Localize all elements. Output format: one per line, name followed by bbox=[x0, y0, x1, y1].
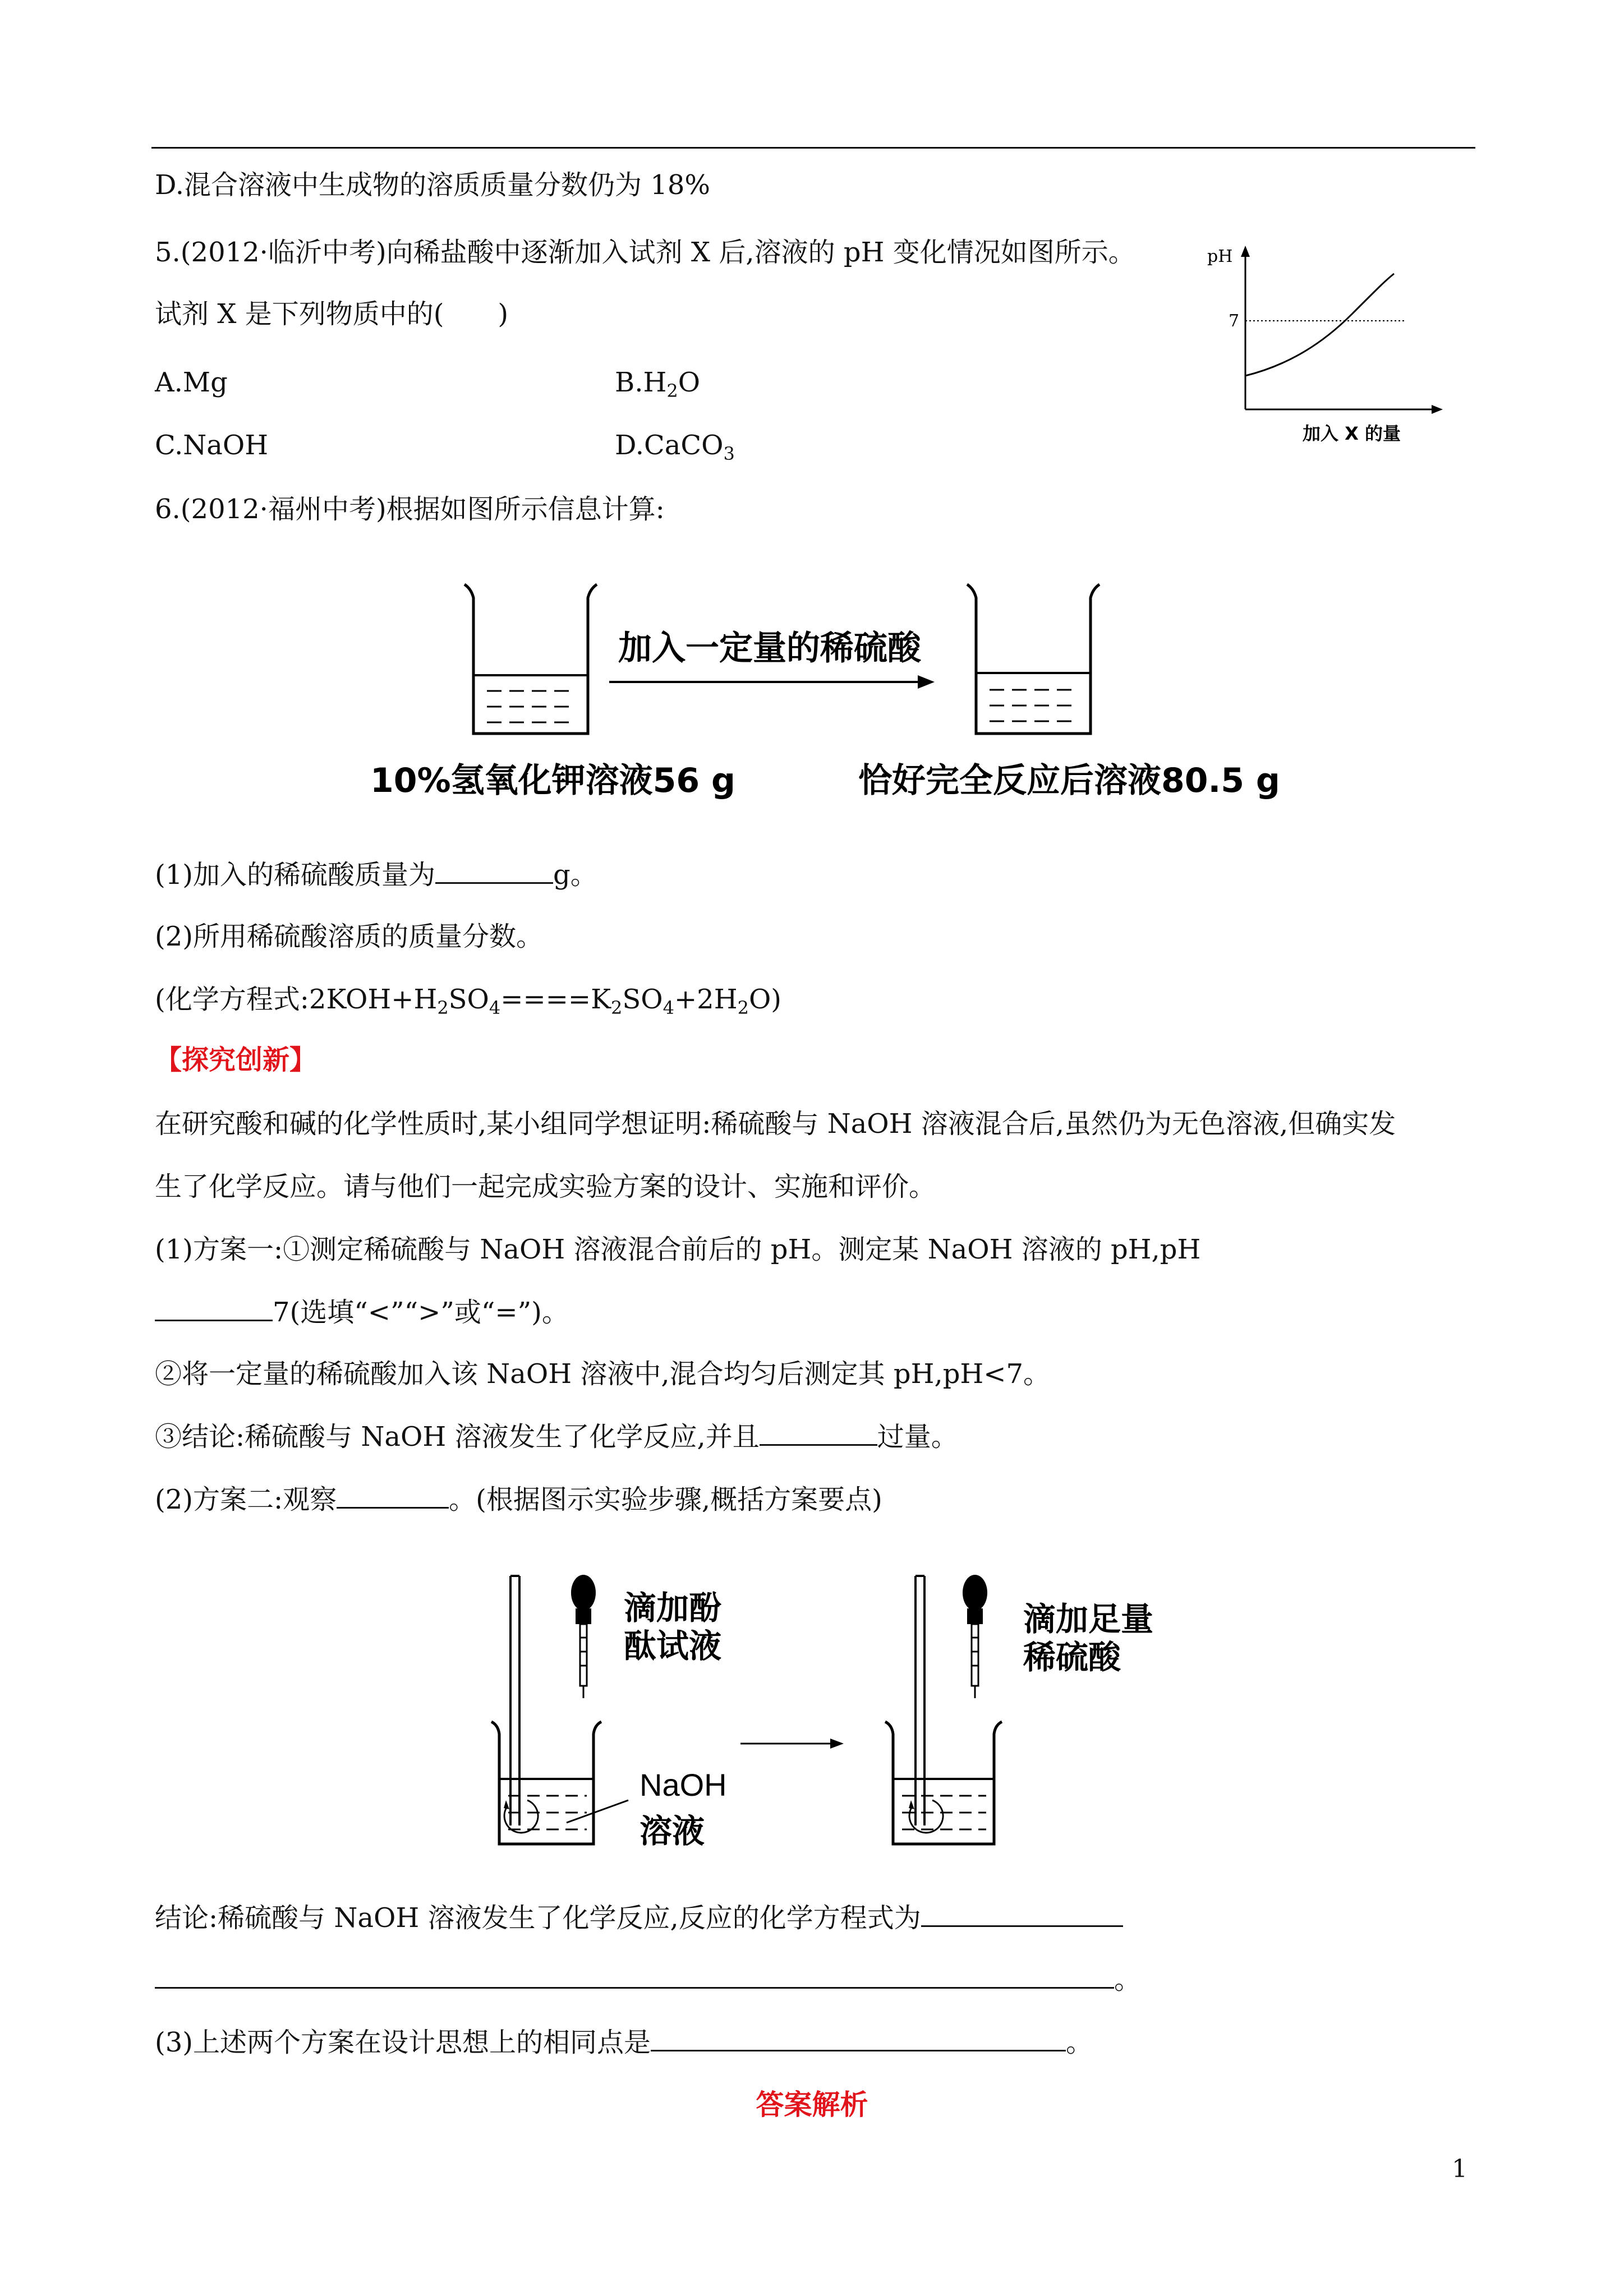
q6-stem: 6.(2012·福州中考)根据如图所示信息计算: bbox=[155, 494, 665, 525]
plan1-line1: (1)方案一:①测定稀硫酸与 NaOH 溶液混合前后的 pH。测定某 NaOH 溶液的 pH,pH bbox=[155, 1234, 1201, 1265]
q6-right-caption: 恰好完全反应后溶液80.5 g bbox=[858, 761, 1280, 800]
q5-option-d: D.CaCO$_3$ bbox=[615, 430, 735, 464]
q6-beaker-right bbox=[964, 581, 1104, 744]
conclusion-line2: 。 bbox=[155, 1963, 1141, 1997]
ph-graph-y-label: pH bbox=[1207, 247, 1233, 266]
answer-blank[interactable] bbox=[155, 1981, 1114, 1989]
q6-part2: (2)所用稀硫酸溶质的质量分数。 bbox=[155, 921, 543, 952]
answer-blank[interactable] bbox=[921, 1920, 1123, 1927]
explore-intro-line2: 生了化学反应。请与他们一起完成实验方案的设计、实施和评价。 bbox=[155, 1171, 936, 1202]
plan1-step3: ③结论:稀硫酸与 NaOH 溶液发生了化学反应,并且 过量。 bbox=[155, 1421, 958, 1453]
q5-stem-line1: 5.(2012·临沂中考)向稀盐酸中逐渐加入试剂 X 后,溶液的 pH 变化情况如图所示。 bbox=[155, 237, 1135, 268]
q6-equation: (化学方程式$:2KOH+H_2SO_4====K_2SO_4+2H_2O$) bbox=[155, 984, 782, 1018]
answer-blank[interactable] bbox=[435, 877, 553, 884]
plan2-drop1-line2: 酞试液 bbox=[624, 1627, 722, 1665]
header-rule bbox=[151, 147, 1475, 149]
answer-blank[interactable] bbox=[155, 1314, 273, 1321]
plan2-setup-right bbox=[871, 1570, 1039, 1868]
q5-option-a: A.Mg bbox=[155, 367, 228, 398]
explore-intro-line1: 在研究酸和碱的化学性质时,某小组同学想证明:稀硫酸与 NaOH 溶液混合后,虽然仍为无色溶液,但确实发 bbox=[155, 1108, 1396, 1140]
plan2-drop2-line2: 稀硫酸 bbox=[1023, 1638, 1121, 1676]
plan1-step2: ②将一定量的稀硫酸加入该 NaOH 溶液中,混合均匀后测定其 pH,pH<7。 bbox=[155, 1358, 1051, 1390]
q5-option-b: $B.H_2O$ bbox=[615, 367, 701, 402]
answer-heading: 答案解析 bbox=[756, 2088, 868, 2121]
page-number: 1 bbox=[1452, 2155, 1467, 2183]
plan1-line2: 7(选填“<”“>”或“=”)。 bbox=[155, 1295, 569, 1329]
plan2-solution-line2: 溶液 bbox=[640, 1812, 705, 1850]
q6-arrow-label: 加入一定量的稀硫酸 bbox=[618, 629, 921, 668]
explore-heading: 【探究创新】 bbox=[155, 1044, 317, 1076]
plan2-drop1-line1: 滴加酚 bbox=[624, 1589, 722, 1627]
plan2: (2)方案二:观察 。(根据图示实验步骤,概括方案要点) bbox=[155, 1484, 882, 1515]
answer-blank[interactable] bbox=[760, 1439, 877, 1446]
q4-option-d: D.混合溶液中生成物的溶质质量分数仍为 18% bbox=[155, 169, 710, 201]
answer-blank[interactable] bbox=[651, 2044, 1066, 2051]
q5-stem-line2: 试剂 X 是下列物质中的( ) bbox=[155, 298, 509, 330]
q6-left-caption: 10%氢氧化钾溶液56 g bbox=[370, 761, 735, 800]
answer-blank[interactable] bbox=[337, 1501, 449, 1509]
plan2-drop2-line1: 滴加足量 bbox=[1023, 1600, 1154, 1638]
conclusion-line1: 结论:稀硫酸与 NaOH 溶液发生了化学反应,反应的化学方程式为 bbox=[155, 1901, 1123, 1935]
plan2-solution-line1: NaOH bbox=[640, 1767, 727, 1802]
q5-option-c: C.NaOH bbox=[155, 430, 269, 461]
part3: (3)上述两个方案在设计思想上的相同点是 。 bbox=[155, 2027, 1093, 2058]
plan2-arrow bbox=[739, 1735, 846, 1752]
q6-beaker-left bbox=[461, 581, 601, 744]
ph-graph-x-label: 加入 X 的量 bbox=[1303, 423, 1401, 444]
ph-graph-tick-7: 7 bbox=[1229, 311, 1240, 331]
q6-arrow bbox=[607, 671, 938, 693]
q6-part1: (1)加入的稀硫酸质量为 g。 bbox=[155, 859, 597, 891]
